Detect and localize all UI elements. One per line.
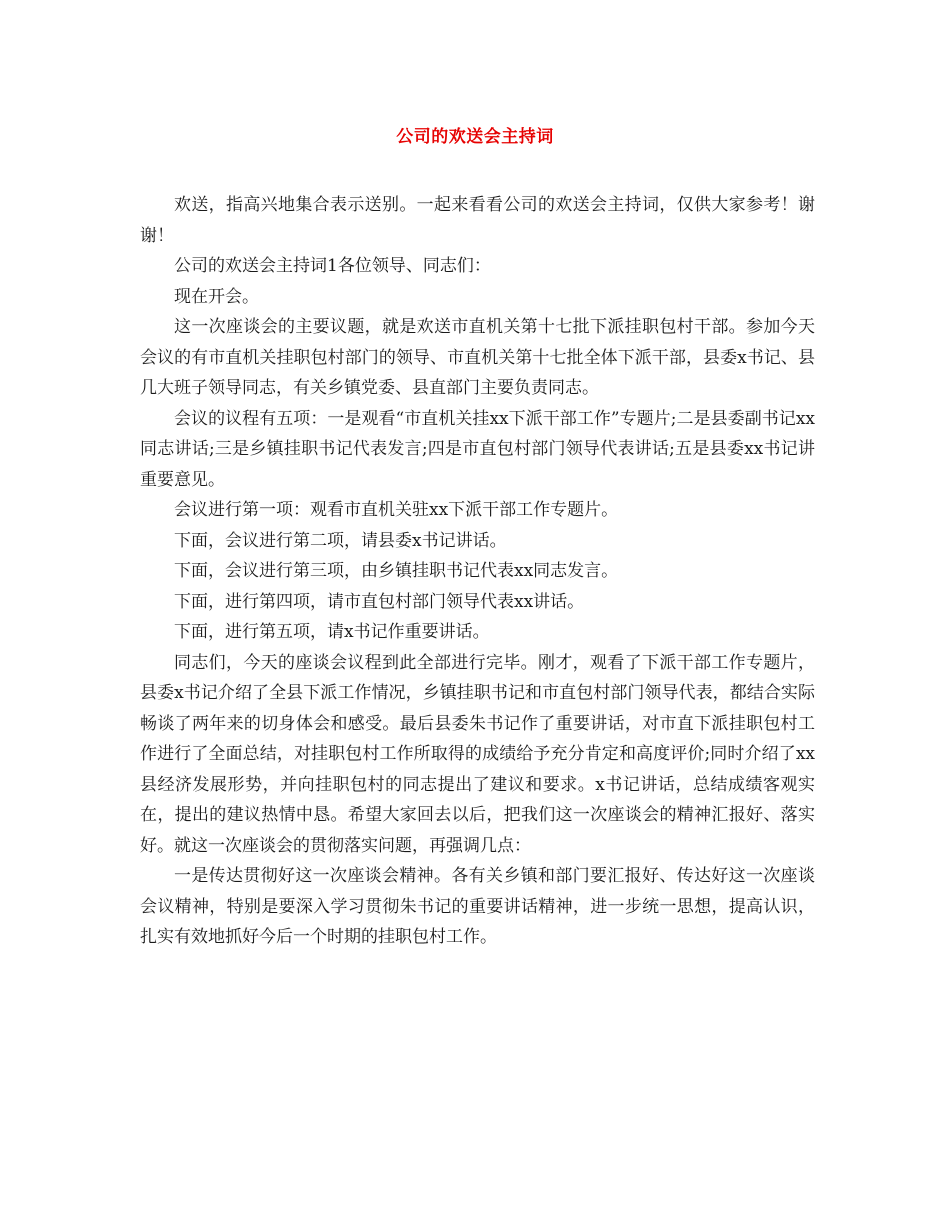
paragraph: 同志们，今天的座谈会议程到此全部进行完毕。刚才，观看了下派干部工作专题片，县委x书记介绍了全县下派工作情况，乡镇挂职书记和市直包村部门领导代表，都结合实际畅谈了两年来的切身体会和感受。最后县委朱书记作了重要讲话，对市直下派挂职包村工作进行了全面总结，对挂职包村工作所取得的成绩给予充分肯定和高度评价;同时介绍了xx县经济发展形势，并向挂职包村的同志提出了建议和要求。x书记讲话，总结成绩客观实在，提出的建议热情中恳。希望大家回去以后，把我们这一次座谈会的精神汇报好、落实好。就这一次座谈会的贯彻落实问题，再强调几点： [140, 652, 815, 856]
document-body [140, 190, 815, 953]
paragraph: 一是传达贯彻好这一次座谈会精神。各有关乡镇和部门要汇报好、传达好这一次座谈会议精神，特别是要深入学习贯彻朱书记的重要讲话精神，进一步统一思想，提高认识，扎实有效地抓好今后一个时期的挂职包村工作。 [140, 866, 815, 947]
paragraph: 下面，进行第五项，请x书记作重要讲话。 [174, 622, 490, 642]
paragraph: 下面，会议进行第三项，由乡镇挂职书记代表xx同志发言。 [174, 561, 619, 581]
paragraph: 下面，进行第四项，请市直包村部门领导代表xx讲话。 [174, 591, 585, 612]
paragraph: 现在开会。 [174, 286, 259, 307]
paragraph: 会议进行第一项：观看市直机关驻xx下派干部工作专题片。 [174, 500, 619, 520]
paragraph: 公司的欢送会主持词1各位领导、同志们： [174, 256, 491, 276]
paragraph: 欢送，指高兴地集合表示送别。一起来看看公司的欢送会主持词，仅供大家参考！谢谢！ [140, 195, 815, 246]
paragraph: 会议的议程有五项：一是观看“市直机关挂xx下派干部工作”专题片;二是县委副书记xx同志讲话;三是乡镇挂职书记代表发言;四是市直包村部门领导代表讲话;五是县委xx书记讲重要意见。 [140, 408, 815, 490]
document-title: 公司的欢送会主持词 [396, 127, 554, 147]
paragraph: 下面，会议进行第二项，请县委x书记讲话。 [174, 530, 507, 551]
paragraph: 这一次座谈会的主要议题，就是欢送市直机关第十七批下派挂职包村干部。参加今天会议的有市直机关挂职包村部门的领导、市直机关第十七批全体下派干部，县委x书记、县几大班子领导同志，有关乡镇党委、县直部门主要负责同志。 [140, 317, 815, 398]
